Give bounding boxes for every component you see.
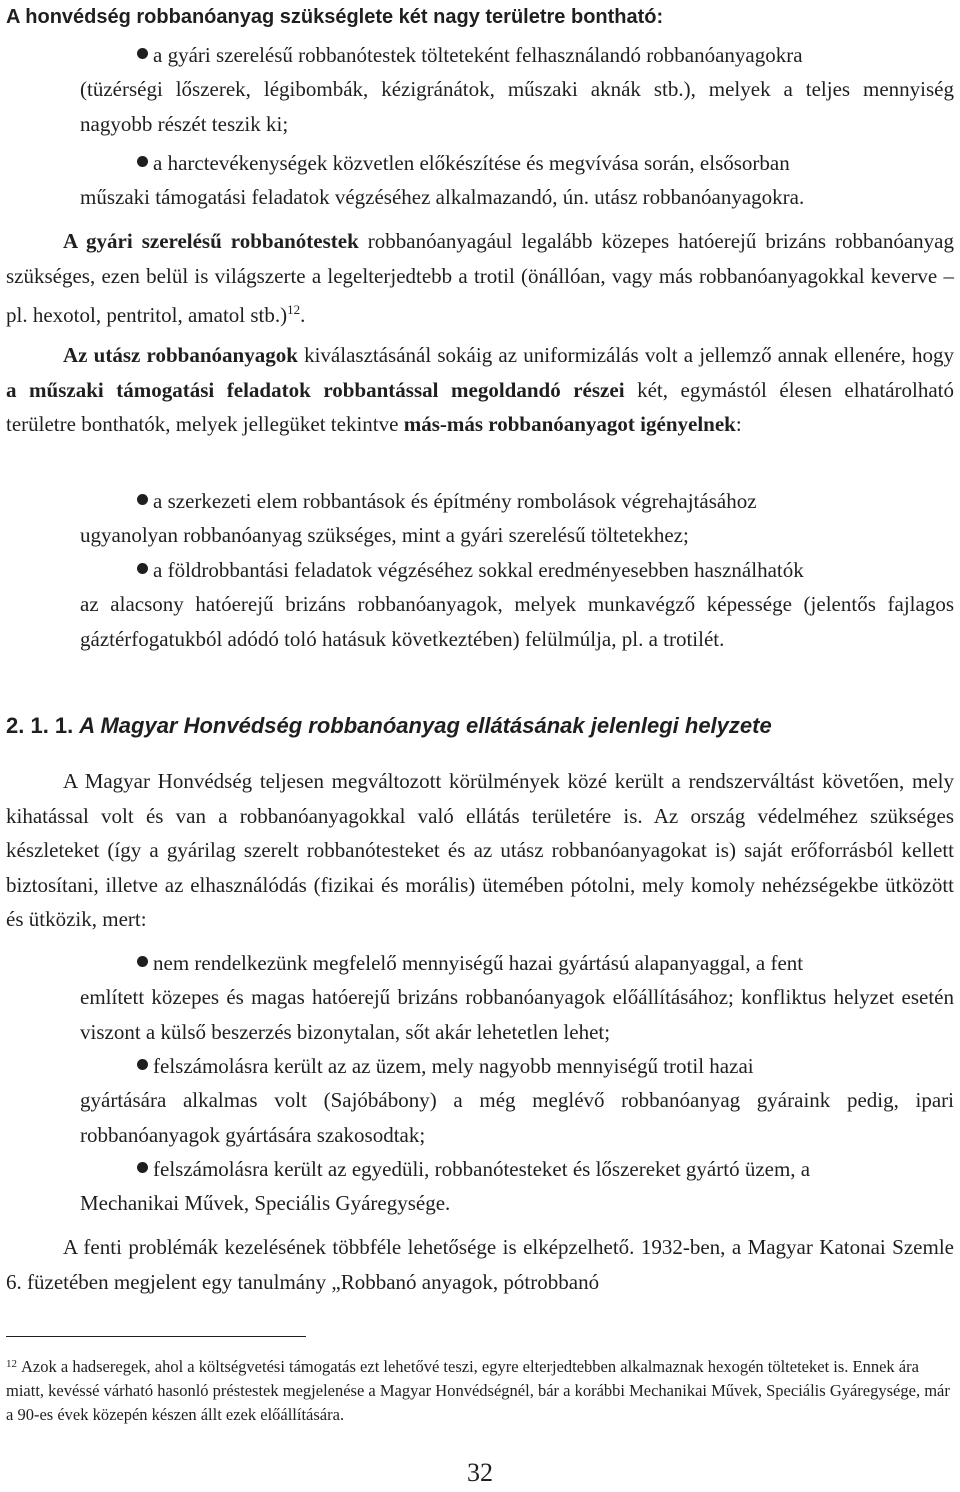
list-item-text: felszámolásra került az egyedüli, robbanótesteket és lőszereket gyártó üzem, a	[153, 1157, 811, 1181]
list-item-continuation: műszaki támogatási feladatok végzéséhez alkalmazandó, ún. utász robbanóanyagokra.	[80, 185, 805, 209]
intro-heading: A honvédség robbanóanyag szükséglete két nagy területre bontható:	[6, 6, 664, 28]
list-item-text: felszámolásra került az az üzem, mely nagyobb mennyiségű trotil hazai	[153, 1054, 754, 1078]
footnote-text: Azok a hadseregek, ahol a költségvetési támogatás ezt lehetővé teszi, egyre elterjedtebben alkalmaznak hexogén tölteteket is. Ennek ára miatt, kevéssé várható hasonló préstestek megjelenése a Magyar Honvédségnél, bár a korábbi Mechanikai Művek, Speciális Gyáregysége, már a 90-es évek közepén készen állt ezek előállítására.	[6, 1357, 950, 1424]
paragraph-text: kiválasztásánál sokáig az uniformizálás volt a jellemző annak ellenére, hogy	[297, 343, 954, 367]
list-item-continuation: említett közepes és magas hatóerejű brizáns robbanóanyagok előállításához; konfliktus helyzet esetén viszont a külső beszerzés bizonytalan, sőt akár lehetetlen lehet;	[80, 985, 954, 1044]
footnote-reference[interactable]: 12	[287, 302, 301, 317]
list-item-text: nem rendelkezünk megfelelő mennyiségű hazai gyártású alapanyaggal, a fent	[153, 951, 804, 975]
section-number: 2. 1. 1.	[6, 713, 74, 738]
page-number: 32	[467, 1458, 493, 1487]
paragraph-text: két, egymástól élesen elhatárolható területre bonthatók, melyek jellegüket tekintve	[6, 377, 954, 436]
bullet-icon	[137, 156, 148, 167]
paragraph-utasz	[6, 338, 954, 442]
bullet-icon	[137, 48, 148, 59]
section-title-text: A Magyar Honvédség robbanóanyag ellátásának jelenlegi helyzete	[79, 713, 772, 738]
bullet-icon	[137, 956, 148, 967]
list-item	[137, 1049, 754, 1084]
section-title	[6, 711, 772, 741]
list-item-text: a harctevékenységek közvetlen előkészítése és megvívása során, elsősorban	[153, 151, 790, 175]
paragraph-text: :	[735, 412, 742, 436]
list-item	[137, 946, 803, 981]
list-item	[137, 553, 804, 588]
list-item-text: a szerkezeti elem robbantások és építmény rombolások végrehajtásához	[153, 489, 757, 513]
list-item	[137, 146, 790, 181]
list-item-text: a földrobbantási feladatok végzéséhez sokkal eredményesebben használhatók	[153, 558, 804, 582]
list-item	[137, 1152, 810, 1187]
bold-phrase: más-más robbanóanyagot igényelnek	[403, 412, 736, 436]
paragraph-helyzet: A Magyar Honvédség teljesen megváltozott körülmények közé került a rendszerváltást követően, mely kihatással volt és van a robbanóanyagokkal való ellátás területére is. Az ország védelméhez szükséges készleteket (így a gyárilag szerelt robbanótesteket és az utász robbanóanyagokat is) saját erőforrásból kellett biztosítani, illetve az elhasználódás (fizikai és morális) ütemében pótolni, mely komoly nehézségekbe ütközött és ütközik, mert:	[6, 769, 954, 931]
list-item	[137, 484, 757, 519]
list-item-continuation: gyártására alkalmas volt (Sajóbábony) a még meglévő robbanóanyag gyáraink pedig, ipari robbanóanyagok gyártására szakosodtak;	[80, 1088, 954, 1147]
bold-phrase: A gyári szerelésű robbanótestek	[63, 229, 359, 253]
list-item-continuation: Mechanikai Művek, Speciális Gyáregysége.	[80, 1191, 451, 1215]
list-item	[137, 38, 803, 73]
footnote	[6, 1352, 954, 1427]
list-item-continuation: az alacsony hatóerejű brizáns robbanóanyagok, melyek munkavégző képessége (jelentős fajlagos gáztérfogatukból adódó toló hatásuk következtében) felülmúlja, pl. a trotilét.	[80, 592, 954, 651]
bold-phrase: a műszaki támogatási feladatok robbantással megoldandó részei	[6, 377, 625, 402]
bullet-icon	[137, 563, 148, 574]
list-item-text: a gyári szerelésű robbanótestek tölteteként felhasználandó robbanóanyagokra	[153, 43, 803, 67]
bullet-icon	[137, 1162, 148, 1173]
list-item-continuation: (tüzérségi lőszerek, légibombák, kézigránátok, műszaki aknák stb.), melyek a teljes mennyiség nagyobb részét teszik ki;	[80, 77, 954, 136]
paragraph-end: .	[300, 303, 306, 327]
bullet-icon	[137, 494, 148, 505]
footnote-divider	[6, 1336, 306, 1337]
paragraph-megoldas: A fenti problémák kezelésének többféle lehetősége is elképzelhető. 1932-ben, a Magyar Katonai Szemle 6. füzetében megjelent egy tanulmány „Robbanó anyagok, pótrobbanó	[6, 1235, 954, 1294]
paragraph-text: robbanóanyagául legalább közepes hatóerejű brizáns robbanóanyag szükséges, ezen belül is világszerte a legelterjedtebb a trotil (önállóan, vagy más robbanóanyagokkal keverve – pl. hexotol, pentritol, amatol stb.)	[6, 229, 954, 327]
bullet-icon	[137, 1059, 148, 1070]
bold-phrase: Az utász robbanóanyagok	[63, 343, 298, 367]
paragraph-gyari	[6, 224, 954, 333]
list-item-continuation: ugyanolyan robbanóanyag szükséges, mint a gyári szerelésű töltetekhez;	[80, 523, 689, 547]
footnote-number: 12	[6, 1358, 17, 1370]
